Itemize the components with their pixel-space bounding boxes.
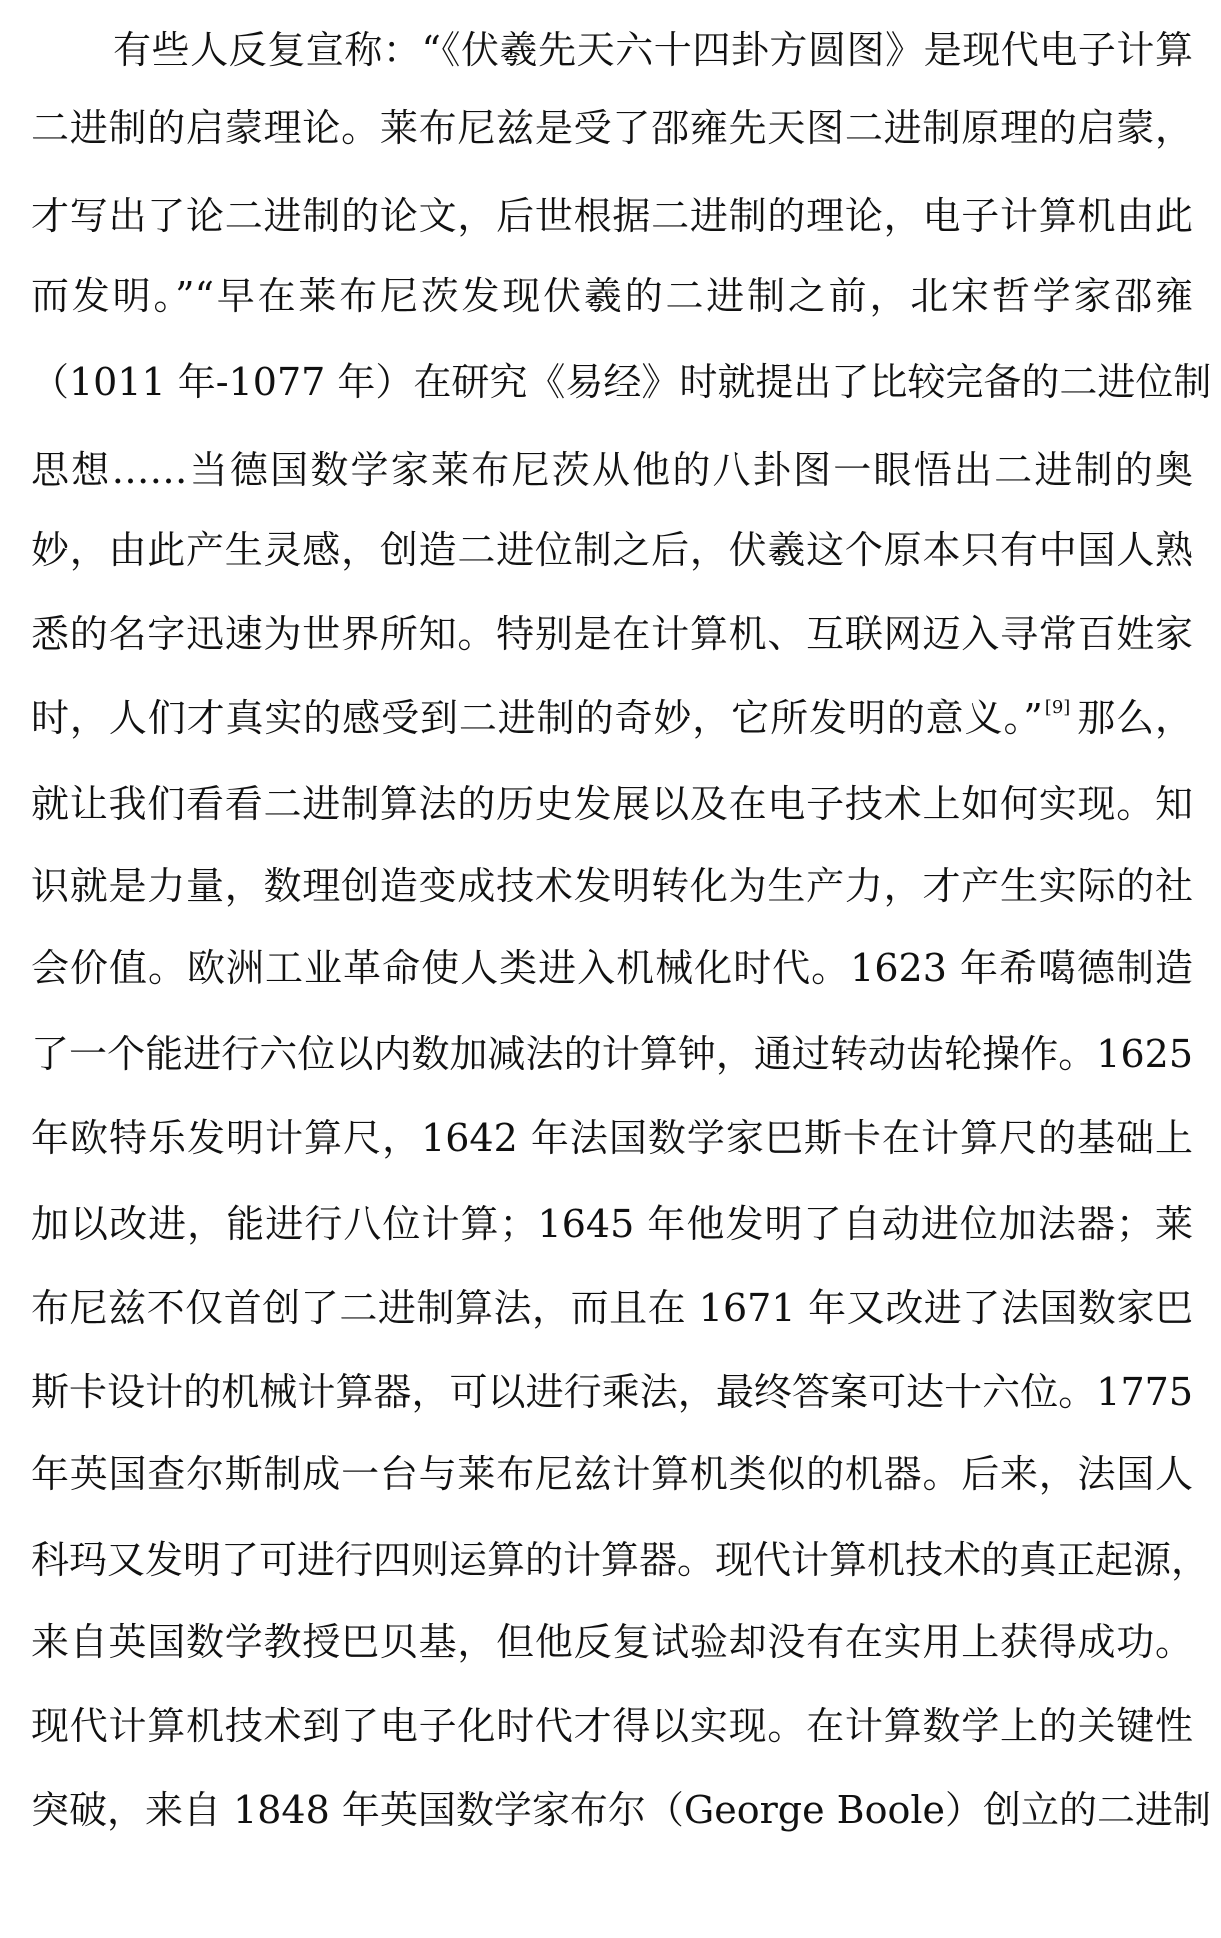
text-line-22: 突破，来自 1848 年英国数学家布尔（George Boole）创立的二进制 — [31, 1788, 1211, 1832]
text-line-11: 识就是力量，数理创造变成技术发明转化为生产力，才产生实际的社 — [31, 864, 1193, 908]
text-line-9-tail: 那么， — [1076, 696, 1193, 740]
text-line-12: 会价值。欧洲工业革命使人类进入机械化时代。1623 年希噶德制造 — [31, 946, 1193, 990]
text-line-18: 年英国查尔斯制成一台与莱布尼兹计算机类似的机器。后来，法国人 — [31, 1452, 1193, 1496]
text-line-7: 妙，由此产生灵感，创造二进位制之后，伏羲这个原本只有中国人熟 — [31, 528, 1193, 572]
text-line-1: 有些人反复宣称：“《伏羲先天六十四卦方圆图》是现代电子计算 — [113, 28, 1193, 72]
text-line-5: （1011 年-1077 年）在研究《易经》时就提出了比较完备的二进位制 — [31, 360, 1212, 404]
text-line-6: 思想……当德国数学家莱布尼茨从他的八卦图一眼悟出二进制的奥 — [31, 448, 1193, 492]
text-line-8: 悉的名字迅速为世界所知。特别是在计算机、互联网迈入寻常百姓家 — [31, 612, 1193, 656]
text-line-9-main: 时，人们才真实的感受到二进制的奇妙，它所发明的意义。” — [31, 696, 1043, 740]
text-line-9 — [31, 688, 1193, 748]
text-line-2: 二进制的启蒙理论。莱布尼兹是受了邵雍先天图二进制原理的启蒙， — [31, 106, 1193, 150]
text-line-21: 现代计算机技术到了电子化时代才得以实现。在计算数学上的关键性 — [31, 1704, 1193, 1748]
text-line-20: 来自英国数学教授巴贝基，但他反复试验却没有在实用上获得成功。 — [31, 1620, 1193, 1664]
text-line-4: 而发明。”“早在莱布尼茨发现伏羲的二进制之前，北宋哲学家邵雍 — [31, 274, 1193, 318]
text-line-10: 就让我们看看二进制算法的历史发展以及在电子技术上如何实现。知 — [31, 782, 1193, 826]
text-line-19: 科玛又发明了可进行四则运算的计算器。现代计算机技术的真正起源， — [31, 1538, 1210, 1582]
text-line-13: 了一个能进行六位以内数加减法的计算钟，通过转动齿轮操作。1625 — [31, 1032, 1193, 1076]
citation-superscript: [9] — [1044, 697, 1071, 719]
text-line-16: 布尼兹不仅首创了二进制算法，而且在 1671 年又改进了法国数家巴 — [31, 1286, 1193, 1330]
text-line-3: 才写出了论二进制的论文，后世根据二进制的理论，电子计算机由此 — [31, 194, 1193, 238]
text-line-14: 年欧特乐发明计算尺，1642 年法国数学家巴斯卡在计算尺的基础上 — [31, 1116, 1193, 1160]
text-line-17: 斯卡设计的机械计算器，可以进行乘法，最终答案可达十六位。1775 — [31, 1370, 1193, 1414]
text-line-15: 加以改进，能进行八位计算；1645 年他发明了自动进位加法器；莱 — [31, 1202, 1193, 1246]
